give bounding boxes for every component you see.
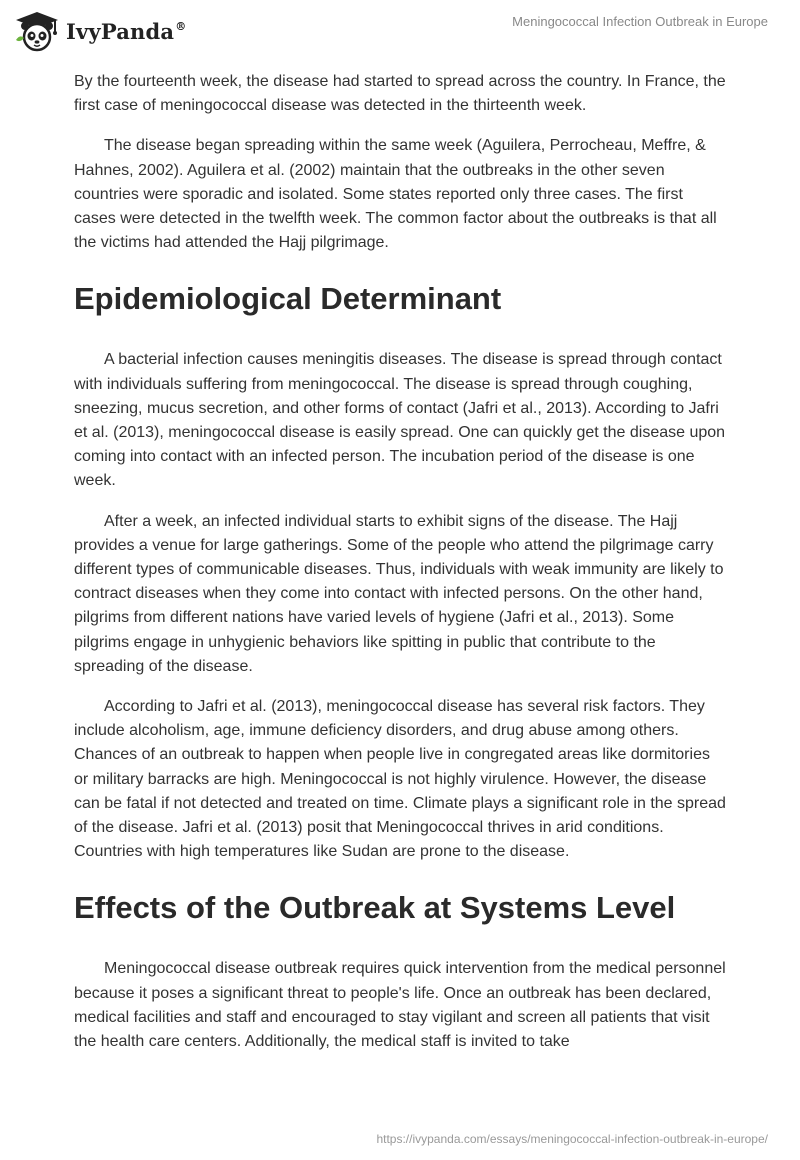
ivypanda-logo[interactable] — [14, 10, 186, 52]
paragraph: Meningococcal disease outbreak requires quick intervention from the medical personnel because it poses a significant threat to people's life. Once an outbreak has been declared, medical facilities and staff and encouraged to stay vigilant and screen all patients that visit the health care centers. Additionally, the medical staff is invited to take — [74, 960, 726, 1051]
registered-mark: ® — [175, 19, 187, 33]
paragraph: According to Jafri et al. (2013), meningococcal disease has several risk factors. They include alcoholism, age, immune deficiency disorders, and drug abuse among others. Chances of an outbreak to happen when people live in congregated areas like dormitories or military barracks are high. Meningococcal is not highly virulence. However, the disease can be fatal if not detected and treated on time. Climate plays a significant role in the spread of the disease. Jafri et al. (2013) posit that Meningococcal thrives in arid conditions. Countries with high temperatures like Sudan are prone to the disease. — [74, 698, 726, 861]
panda-graduation-cap-icon — [14, 10, 60, 52]
source-url[interactable]: https://ivypanda.com/essays/meningococcal-infection-outbreak-in-europe/ — [376, 1132, 768, 1146]
section-heading: Effects of the Outbreak at Systems Level — [74, 890, 676, 926]
brand-name: IvyPanda® — [66, 18, 187, 44]
section-heading: Epidemiological Determinant — [74, 281, 502, 317]
paragraph: After a week, an infected individual starts to exhibit signs of the disease. The Hajj provides a venue for large gatherings. Some of the people who attend the pilgrimage carry different types of communicable diseases. Thus, individuals with weak immunity are likely to contract diseases when they come into contact with infected persons. On the other hand, pilgrims from different nations have varied levels of hygiene (Jafri et al., 2013). Some pilgrims engage in unhygienic behaviors like spitting in public that contribute to the spreading of the disease. — [74, 512, 724, 675]
paragraph: By the fourteenth week, the disease had started to spread across the country. In France, the first case of meningococcal disease was detected in the thirteenth week. — [74, 73, 726, 115]
paragraph: The disease began spreading within the same week (Aguilera, Perrocheau, Meffre, & Hahnes, 2002). Aguilera et al. (2002) maintain that the outbreaks in the other seven countries were sporadic and isolated. Some states reported only three cases. The first cases were detected in the twelfth week. The common factor about the outbreaks is that all the victims had attended the Hajj pilgrimage. — [74, 137, 717, 252]
document-title: Meningococcal Infection Outbreak in Europe — [512, 14, 768, 29]
page-header — [0, 0, 800, 66]
essay-content — [74, 70, 726, 1070]
paragraph: A bacterial infection causes meningitis diseases. The disease is spread through contact with individuals suffering from meningococcal. The disease is spread through coughing, sneezing, mucus secretion, and other forms of contact (Jafri et al., 2013). According to Jafri et al. (2013), meningococcal disease is easily spread. One can quickly get the disease upon coming into contact with an infected person. The incubation period of the disease is one week. — [74, 351, 726, 490]
